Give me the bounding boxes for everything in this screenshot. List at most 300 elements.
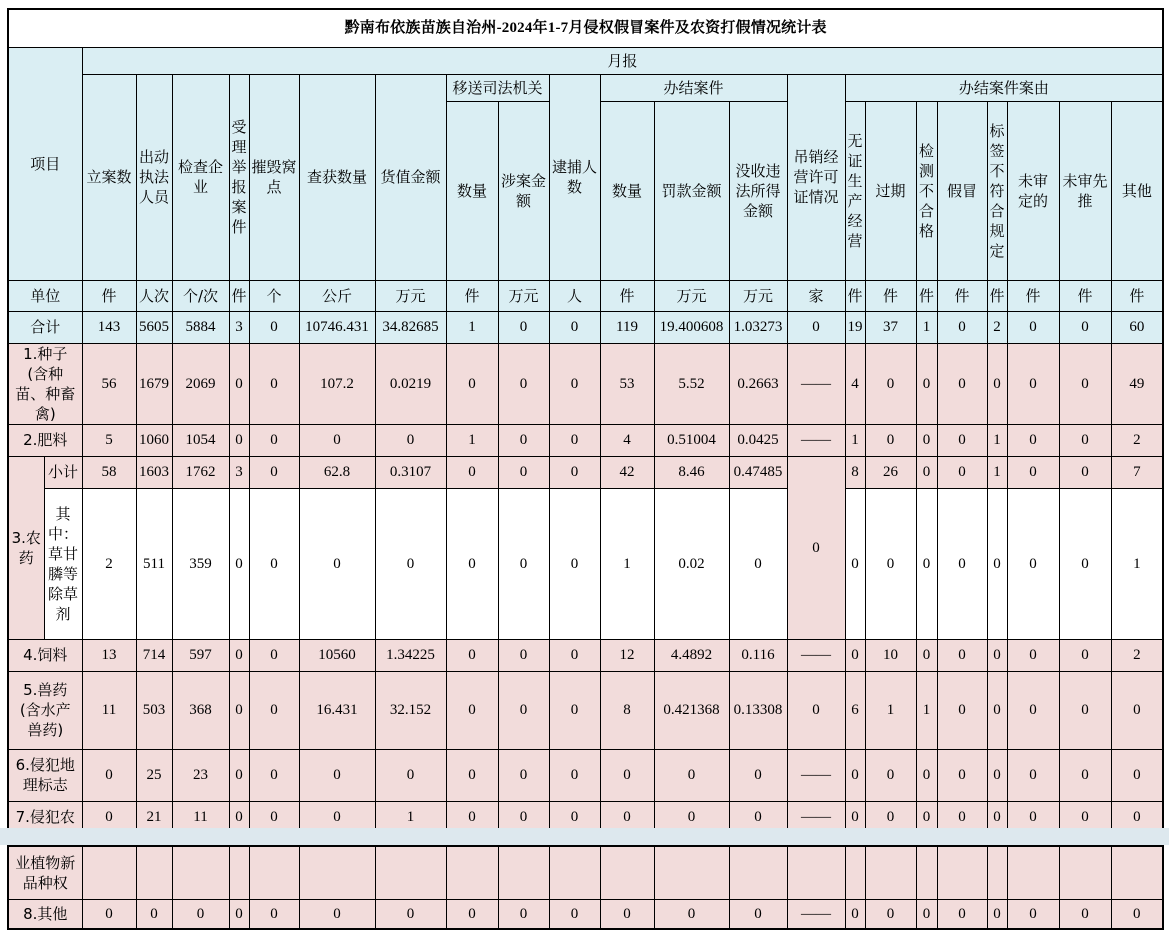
- cell-case-count: 56: [82, 343, 136, 424]
- header-closed-qty: 数量: [600, 101, 654, 280]
- cell-fines: 万元: [654, 280, 729, 311]
- row-vet-drugs: [8, 671, 1163, 749]
- cell-transfer-amount: 0: [498, 639, 549, 671]
- cell-case-count: 58: [82, 456, 136, 488]
- cell-inspected: 359: [172, 488, 229, 639]
- cell-goods-value: 0.0219: [375, 343, 446, 424]
- cell-inspected: 1762: [172, 456, 229, 488]
- cell-closed-qty: 件: [600, 280, 654, 311]
- cell-closed-qty: 53: [600, 343, 654, 424]
- cell-counterfeit: 0: [937, 749, 987, 801]
- cell-transfer-qty: 件: [446, 280, 498, 311]
- cell-expired: 10: [865, 639, 916, 671]
- cell-transfer-amount: 0: [498, 801, 549, 834]
- cell-fines: 0: [654, 801, 729, 834]
- cell-reports: 3: [229, 311, 249, 343]
- cell-failed-test: 0: [916, 456, 937, 488]
- cell-officers: 0: [136, 899, 172, 929]
- header-confiscated: 没收违法所得金额: [729, 101, 787, 280]
- cell-other: 49: [1111, 343, 1163, 424]
- cell-goods-value: 32.152: [375, 671, 446, 749]
- cell-seized-qty: 0: [299, 801, 375, 834]
- row-label: 单位: [8, 280, 82, 311]
- header-unlicensed: 无证生产经营: [845, 101, 865, 280]
- cell-confiscated: 0: [729, 899, 787, 929]
- cell-closed-qty: 0: [600, 899, 654, 929]
- cell-seized-qty: 0: [299, 749, 375, 801]
- cell-other: 0: [1111, 899, 1163, 929]
- cell-unlicensed: 1: [845, 424, 865, 456]
- cell-confiscated: 0.2663: [729, 343, 787, 424]
- cell-officers: 1060: [136, 424, 172, 456]
- cell-arrests: 0: [549, 456, 600, 488]
- cell-unlicensed: 0: [845, 801, 865, 834]
- cell-unapproved: 0: [1007, 456, 1059, 488]
- cell-fines: 0.02: [654, 488, 729, 639]
- cell-confiscated: 0: [729, 749, 787, 801]
- cell-expired: 1: [865, 671, 916, 749]
- cell-inspected: 个/次: [172, 280, 229, 311]
- cell-inspected: 368: [172, 671, 229, 749]
- cell-arrests: 0: [549, 311, 600, 343]
- cell-confiscated: 万元: [729, 280, 787, 311]
- cell-goods-value: 34.82685: [375, 311, 446, 343]
- header-case-count: 立案数: [82, 74, 136, 280]
- header-counterfeit: 假冒: [937, 101, 987, 280]
- header-item: 项目: [8, 47, 82, 280]
- row-label: 业植物新品种权: [8, 846, 82, 899]
- cell-label-noncompliant: 0: [987, 749, 1007, 801]
- cell-officers: [136, 846, 172, 899]
- cell-unapproved: 0: [1007, 343, 1059, 424]
- cell-expired: 0: [865, 343, 916, 424]
- cell-reports: 0: [229, 899, 249, 929]
- cell-unlicensed: 件: [845, 280, 865, 311]
- cell-other: 60: [1111, 311, 1163, 343]
- cell-inspected: 23: [172, 749, 229, 801]
- cell-promoted-before-approval: 0: [1059, 424, 1111, 456]
- cell-inspected: 0: [172, 899, 229, 929]
- cell-promoted-before-approval: 0: [1059, 749, 1111, 801]
- cell-transfer-amount: 0: [498, 899, 549, 929]
- cell-unapproved: 0: [1007, 424, 1059, 456]
- cell-counterfeit: [937, 846, 987, 899]
- cell-unlicensed: 19: [845, 311, 865, 343]
- cell-failed-test: 1: [916, 671, 937, 749]
- cell-expired: 0: [865, 488, 916, 639]
- cell-promoted-before-approval: 0: [1059, 343, 1111, 424]
- cell-unapproved: 0: [1007, 639, 1059, 671]
- header-inspected: 检查企业: [172, 74, 229, 280]
- cell-unapproved: 0: [1007, 488, 1059, 639]
- cell-counterfeit: 0: [937, 343, 987, 424]
- header-goods-value: 货值金额: [375, 74, 446, 280]
- cell-inspected: 11: [172, 801, 229, 834]
- cell-label-noncompliant: 件: [987, 280, 1007, 311]
- cell-dens: 0: [249, 639, 299, 671]
- cell-counterfeit: 件: [937, 280, 987, 311]
- cell-arrests: 0: [549, 424, 600, 456]
- cell-expired: 0: [865, 424, 916, 456]
- row-label: 8.其他: [8, 899, 82, 929]
- cell-other: [1111, 846, 1163, 899]
- cell-dens: 0: [249, 311, 299, 343]
- cell-case-count: 件: [82, 280, 136, 311]
- row-label: 6.侵犯地理标志: [8, 749, 82, 801]
- cell-goods-value: 万元: [375, 280, 446, 311]
- cell-inspected: 5884: [172, 311, 229, 343]
- cell-inspected: 2069: [172, 343, 229, 424]
- row-sublabel: 小计: [44, 456, 82, 488]
- cell-counterfeit: 0: [937, 311, 987, 343]
- cell-promoted-before-approval: 0: [1059, 639, 1111, 671]
- header-transfer-qty: 数量: [446, 101, 498, 280]
- title-row: [8, 9, 1163, 47]
- cell-closed-qty: 0: [600, 749, 654, 801]
- cell-failed-test: 0: [916, 899, 937, 929]
- cell-officers: 5605: [136, 311, 172, 343]
- cell-case-count: [82, 846, 136, 899]
- cell-counterfeit: 0: [937, 456, 987, 488]
- cell-expired: 0: [865, 899, 916, 929]
- cell-reports: [229, 846, 249, 899]
- cell-other: 0: [1111, 801, 1163, 834]
- row-fertilizer: [8, 424, 1163, 456]
- row-unit: [8, 280, 1163, 311]
- cell-closed-qty: 4: [600, 424, 654, 456]
- cell-license-revoked: ——: [787, 639, 845, 671]
- cell-transfer-qty: 0: [446, 639, 498, 671]
- cell-label-noncompliant: 1: [987, 456, 1007, 488]
- cell-failed-test: 0: [916, 801, 937, 834]
- header-monthly: 月报: [82, 47, 1163, 74]
- cell-fines: [654, 846, 729, 899]
- cell-case-count: 2: [82, 488, 136, 639]
- cell-unlicensed: [845, 846, 865, 899]
- cell-transfer-amount: 0: [498, 456, 549, 488]
- cell-goods-value: 0.3107: [375, 456, 446, 488]
- cell-goods-value: [375, 846, 446, 899]
- cell-seized-qty: 0: [299, 488, 375, 639]
- cell-unapproved: 0: [1007, 749, 1059, 801]
- cell-fines: 4.4892: [654, 639, 729, 671]
- cell-reports: 0: [229, 343, 249, 424]
- cell-expired: 37: [865, 311, 916, 343]
- cell-dens: 个: [249, 280, 299, 311]
- header-fines: 罚款金额: [654, 101, 729, 280]
- header-seized-qty: 查获数量: [299, 74, 375, 280]
- cell-reports: 0: [229, 749, 249, 801]
- cell-promoted-before-approval: 0: [1059, 456, 1111, 488]
- cell-unlicensed: 4: [845, 343, 865, 424]
- cell-transfer-amount: 0: [498, 671, 549, 749]
- cell-reports: 0: [229, 424, 249, 456]
- header-label-noncompliant: 标签不符合规定: [987, 101, 1007, 280]
- cell-arrests: 0: [549, 488, 600, 639]
- cell-confiscated: 0.13308: [729, 671, 787, 749]
- header-row-monthly: [8, 47, 1163, 74]
- row-other: [8, 899, 1163, 929]
- cell-label-noncompliant: 0: [987, 671, 1007, 749]
- cell-failed-test: 0: [916, 343, 937, 424]
- cell-seized-qty: 0: [299, 899, 375, 929]
- statistics-table: [7, 8, 1164, 835]
- cell-unlicensed: 0: [845, 749, 865, 801]
- cell-promoted-before-approval: 0: [1059, 671, 1111, 749]
- cell-fines: 0: [654, 749, 729, 801]
- cell-label-noncompliant: 2: [987, 311, 1007, 343]
- cell-license-revoked: 0: [787, 671, 845, 749]
- cell-expired: 0: [865, 801, 916, 834]
- cell-label-noncompliant: 0: [987, 801, 1007, 834]
- cell-other: 1: [1111, 488, 1163, 639]
- cell-transfer-amount: [498, 846, 549, 899]
- cell-seized-qty: 16.431: [299, 671, 375, 749]
- cell-license-revoked: 家: [787, 280, 845, 311]
- cell-expired: 件: [865, 280, 916, 311]
- cell-unapproved: 0: [1007, 801, 1059, 834]
- header-officers: 出动执法人员: [136, 74, 172, 280]
- cell-license-revoked: ——: [787, 749, 845, 801]
- cell-transfer-qty: 0: [446, 488, 498, 639]
- cell-transfer-amount: 0: [498, 311, 549, 343]
- header-expired: 过期: [865, 101, 916, 280]
- cell-officers: 25: [136, 749, 172, 801]
- cell-fines: 0.51004: [654, 424, 729, 456]
- row-sublabel: 其中：草甘膦等除草剂: [44, 488, 82, 639]
- row-label: 1.种子(含种苗、种畜禽): [8, 343, 82, 424]
- row-feed: [8, 639, 1163, 671]
- cell-closed-qty: [600, 846, 654, 899]
- cell-dens: [249, 846, 299, 899]
- cell-failed-test: [916, 846, 937, 899]
- cell-closed-qty: 8: [600, 671, 654, 749]
- cell-license-revoked: 0: [787, 456, 845, 639]
- cell-dens: 0: [249, 671, 299, 749]
- cell-officers: 714: [136, 639, 172, 671]
- cell-officers: 人次: [136, 280, 172, 311]
- cell-goods-value: 1.34225: [375, 639, 446, 671]
- header-unapproved: 未审定的: [1007, 101, 1059, 280]
- cell-goods-value: 0: [375, 749, 446, 801]
- cell-reports: 0: [229, 488, 249, 639]
- cell-license-revoked: ——: [787, 424, 845, 456]
- cell-transfer-amount: 0: [498, 343, 549, 424]
- cell-transfer-amount: 0: [498, 749, 549, 801]
- cell-unlicensed: 0: [845, 899, 865, 929]
- cell-failed-test: 1: [916, 311, 937, 343]
- cell-promoted-before-approval: 0: [1059, 488, 1111, 639]
- cell-seized-qty: 62.8: [299, 456, 375, 488]
- cell-seized-qty: 公斤: [299, 280, 375, 311]
- cell-other: 2: [1111, 424, 1163, 456]
- cell-counterfeit: 0: [937, 899, 987, 929]
- cell-inspected: [172, 846, 229, 899]
- row-pesticide-herbicide: [8, 488, 1163, 639]
- cell-label-noncompliant: 1: [987, 424, 1007, 456]
- cell-unlicensed: 8: [845, 456, 865, 488]
- cell-confiscated: 0: [729, 488, 787, 639]
- cell-expired: 26: [865, 456, 916, 488]
- cell-other: 2: [1111, 639, 1163, 671]
- cell-unlicensed: 6: [845, 671, 865, 749]
- cell-seized-qty: [299, 846, 375, 899]
- cell-goods-value: 0: [375, 424, 446, 456]
- cell-confiscated: 1.03273: [729, 311, 787, 343]
- cell-expired: 0: [865, 749, 916, 801]
- cell-unapproved: 0: [1007, 671, 1059, 749]
- cell-dens: 0: [249, 343, 299, 424]
- cell-fines: 19.400608: [654, 311, 729, 343]
- row-seeds: [8, 343, 1163, 424]
- cell-officers: 1679: [136, 343, 172, 424]
- cell-confiscated: 0.47485: [729, 456, 787, 488]
- cell-reports: 0: [229, 801, 249, 834]
- cell-seized-qty: 10560: [299, 639, 375, 671]
- cell-case-count: 11: [82, 671, 136, 749]
- cell-arrests: 0: [549, 899, 600, 929]
- cell-confiscated: 0: [729, 801, 787, 834]
- cell-reports: 3: [229, 456, 249, 488]
- cell-dens: 0: [249, 749, 299, 801]
- cell-unapproved: 0: [1007, 311, 1059, 343]
- cell-promoted-before-approval: 件: [1059, 280, 1111, 311]
- table-title: 黔南布依族苗族自治州-2024年1-7月侵权假冒案件及农资打假情况统计表: [8, 9, 1163, 47]
- cell-failed-test: 0: [916, 424, 937, 456]
- row-label: 3.农药: [8, 456, 44, 639]
- cell-dens: 0: [249, 488, 299, 639]
- header-failed-test: 检测不合格: [916, 101, 937, 280]
- cell-failed-test: 0: [916, 639, 937, 671]
- cell-promoted-before-approval: [1059, 846, 1111, 899]
- cell-officers: 21: [136, 801, 172, 834]
- cell-license-revoked: ——: [787, 343, 845, 424]
- cell-other: 7: [1111, 456, 1163, 488]
- cell-transfer-qty: 1: [446, 311, 498, 343]
- cell-seized-qty: 107.2: [299, 343, 375, 424]
- row-label: 7.侵犯农: [8, 801, 82, 834]
- cell-label-noncompliant: 0: [987, 899, 1007, 929]
- cell-unapproved: 0: [1007, 899, 1059, 929]
- cell-license-revoked: ——: [787, 899, 845, 929]
- cell-counterfeit: 0: [937, 488, 987, 639]
- cell-case-count: 5: [82, 424, 136, 456]
- cell-label-noncompliant: [987, 846, 1007, 899]
- separator-band: [0, 828, 1169, 845]
- cell-promoted-before-approval: 0: [1059, 801, 1111, 834]
- cell-dens: 0: [249, 424, 299, 456]
- header-transfer-group: 移送司法机关: [446, 74, 549, 101]
- cell-confiscated: 0.116: [729, 639, 787, 671]
- cell-case-count: 0: [82, 801, 136, 834]
- cell-transfer-qty: 0: [446, 343, 498, 424]
- cell-officers: 503: [136, 671, 172, 749]
- cell-seized-qty: 10746.431: [299, 311, 375, 343]
- cell-fines: 5.52: [654, 343, 729, 424]
- header-transfer-amount: 涉案金额: [498, 101, 549, 280]
- cell-promoted-before-approval: 0: [1059, 311, 1111, 343]
- row-pesticide-subtotal: [8, 456, 1163, 488]
- cell-fines: 0: [654, 899, 729, 929]
- cell-counterfeit: 0: [937, 671, 987, 749]
- cell-other: 0: [1111, 671, 1163, 749]
- cell-goods-value: 0: [375, 899, 446, 929]
- header-closed-group: 办结案件: [600, 74, 787, 101]
- cell-license-revoked: 0: [787, 311, 845, 343]
- row-total: [8, 311, 1163, 343]
- header-promoted-before-approval: 未审先推: [1059, 101, 1111, 280]
- statistics-table-continued: [7, 845, 1164, 930]
- cell-transfer-qty: 0: [446, 801, 498, 834]
- cell-other: 0: [1111, 749, 1163, 801]
- cell-closed-qty: 12: [600, 639, 654, 671]
- cell-arrests: [549, 846, 600, 899]
- cell-license-revoked: ——: [787, 801, 845, 834]
- cell-arrests: 0: [549, 749, 600, 801]
- cell-transfer-qty: [446, 846, 498, 899]
- cell-goods-value: 0: [375, 488, 446, 639]
- cell-officers: 511: [136, 488, 172, 639]
- row-label: 2.肥料: [8, 424, 82, 456]
- cell-unlicensed: 0: [845, 488, 865, 639]
- cell-transfer-qty: 1: [446, 424, 498, 456]
- cell-license-revoked: [787, 846, 845, 899]
- header-row-groups: [8, 74, 1163, 101]
- cell-case-count: 13: [82, 639, 136, 671]
- cell-inspected: 597: [172, 639, 229, 671]
- cell-reports: 件: [229, 280, 249, 311]
- cell-label-noncompliant: 0: [987, 343, 1007, 424]
- cell-confiscated: 0.0425: [729, 424, 787, 456]
- cell-counterfeit: 0: [937, 424, 987, 456]
- cell-transfer-qty: 0: [446, 899, 498, 929]
- cell-confiscated: [729, 846, 787, 899]
- cell-transfer-qty: 0: [446, 671, 498, 749]
- header-license-revoked: 吊销经营许可证情况: [787, 74, 845, 280]
- cell-seized-qty: 0: [299, 424, 375, 456]
- cell-case-count: 0: [82, 899, 136, 929]
- cell-failed-test: 件: [916, 280, 937, 311]
- cell-officers: 1603: [136, 456, 172, 488]
- row-label: 合计: [8, 311, 82, 343]
- row-geo-indication: [8, 749, 1163, 801]
- cell-reports: 0: [229, 671, 249, 749]
- cell-transfer-amount: 万元: [498, 280, 549, 311]
- header-reports: 受理举报案件: [229, 74, 249, 280]
- cell-transfer-qty: 0: [446, 749, 498, 801]
- cell-arrests: 人: [549, 280, 600, 311]
- cell-closed-qty: 0: [600, 801, 654, 834]
- header-other: 其他: [1111, 101, 1163, 280]
- header-arrests: 逮捕人数: [549, 74, 600, 280]
- cell-promoted-before-approval: 0: [1059, 899, 1111, 929]
- cell-other: 件: [1111, 280, 1163, 311]
- cell-transfer-amount: 0: [498, 424, 549, 456]
- cell-label-noncompliant: 0: [987, 488, 1007, 639]
- cell-unapproved: 件: [1007, 280, 1059, 311]
- cell-case-count: 143: [82, 311, 136, 343]
- cell-case-count: 0: [82, 749, 136, 801]
- cell-goods-value: 1: [375, 801, 446, 834]
- cell-closed-qty: 42: [600, 456, 654, 488]
- cell-dens: 0: [249, 801, 299, 834]
- cell-inspected: 1054: [172, 424, 229, 456]
- cell-transfer-qty: 0: [446, 456, 498, 488]
- cell-expired: [865, 846, 916, 899]
- cell-label-noncompliant: 0: [987, 639, 1007, 671]
- cell-fines: 8.46: [654, 456, 729, 488]
- cell-failed-test: 0: [916, 488, 937, 639]
